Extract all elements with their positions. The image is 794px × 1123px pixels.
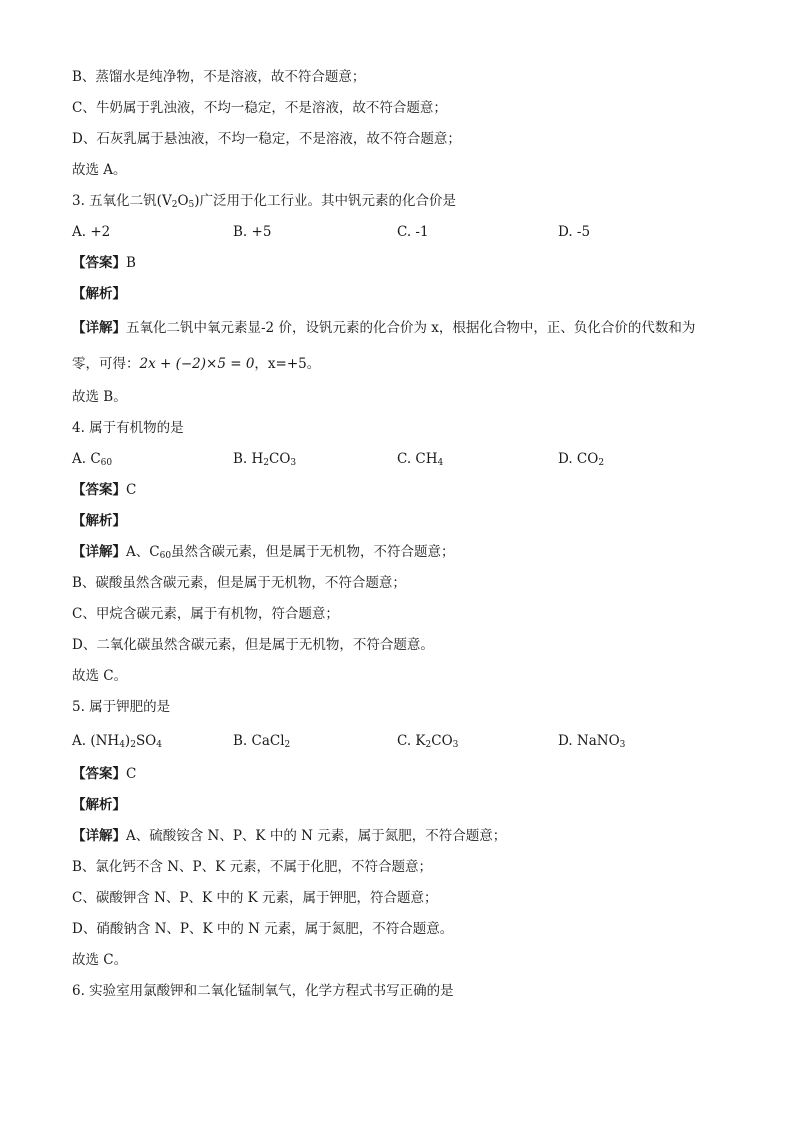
option-d: D. NaNO$_3$ [558, 733, 626, 750]
question-5-stem: 5. 属于钾肥的是 [72, 699, 171, 715]
analysis-heading: 【解析】 [72, 513, 126, 529]
detail-line: 【详解】五氧化二钒中氧元素显-2 价，设钒元素的化合价为 x，根据化合物中，正、负化合价的代数和为 [72, 320, 696, 336]
option-c: C. -1 [397, 224, 429, 240]
detail-line: B、碳酸虽然含碳元素，但是属于无机物，不符合题意； [72, 575, 406, 591]
conclusion-line: 故选 B。 [72, 389, 127, 405]
answer-line: 【答案】C [72, 766, 137, 782]
option-b: B. +5 [233, 224, 272, 240]
option-b: B. CaCl$_2$ [233, 733, 291, 750]
document-page [72, 62, 722, 1007]
conclusion-line: 故选 C。 [72, 668, 128, 684]
analysis-heading: 【解析】 [72, 797, 126, 813]
question-6-stem: 6. 实验室用氯酸钾和二氧化锰制氧气，化学方程式书写正确的是 [72, 983, 454, 999]
option-d: D. -5 [558, 224, 591, 240]
question-3-options [72, 217, 722, 248]
option-a: A. $(NH_4)_2SO_4$ [72, 733, 162, 750]
option-c: C. $K_2CO_3$ [397, 733, 459, 750]
detail-line: 【详解】A、$C_{60}$虽然含碳元素，但是属于无机物，不符合题意； [72, 544, 455, 561]
conclusion-line: 故选 C。 [72, 952, 128, 968]
detail-line: B、氯化钙不含 N、P、K 元素，不属于化肥，不符合题意； [72, 859, 432, 875]
analysis-heading: 【解析】 [72, 286, 126, 302]
option-c: C. $CH_4$ [397, 451, 444, 468]
text-line: D、石灰乳属于悬浊液，不均一稳定，不是溶液，故不符合题意； [72, 131, 461, 147]
equation: 2x + (−2)×5 = 0 [139, 356, 255, 372]
question-4-options [72, 444, 722, 475]
detail-line: C、甲烷含碳元素，属于有机物，符合题意； [72, 606, 339, 622]
option-b: B. $H_2CO_3$ [233, 451, 297, 468]
text-line: C、牛奶属于乳浊液，不均一稳定，不是溶液，故不符合题意； [72, 100, 447, 116]
question-3-stem: 3. 五氧化二钒$(V_2O_5)$广泛用于化工行业。其中钒元素的化合价是 [72, 193, 457, 210]
detail-line: 零，可得：2x + (−2)×5 = 0，x=+5。 [72, 356, 321, 372]
detail-line: D、二氧化碳虽然含碳元素，但是属于无机物，不符合题意。 [72, 637, 434, 653]
text-line: B、蒸馏水是纯净物，不是溶液，故不符合题意； [72, 69, 366, 85]
answer-line: 【答案】B [72, 255, 136, 271]
detail-line: D、硝酸钠含 N、P、K 中的 N 元素，属于氮肥，不符合题意。 [72, 921, 454, 937]
question-4-stem: 4. 属于有机物的是 [72, 420, 184, 436]
detail-line: 【详解】A、硫酸铵含 N、P、K 中的 N 元素，属于氮肥，不符合题意； [72, 828, 507, 844]
answer-line: 【答案】C [72, 482, 137, 498]
text-line: 故选 A。 [72, 162, 127, 178]
detail-line: C、碳酸钾含 N、P、K 中的 K 元素，属于钾肥，符合题意； [72, 890, 438, 906]
question-5-options [72, 723, 722, 759]
option-a: A. $C_{60}$ [72, 451, 113, 468]
option-a: A. +2 [72, 224, 111, 240]
option-d: D. $CO_2$ [558, 451, 605, 468]
